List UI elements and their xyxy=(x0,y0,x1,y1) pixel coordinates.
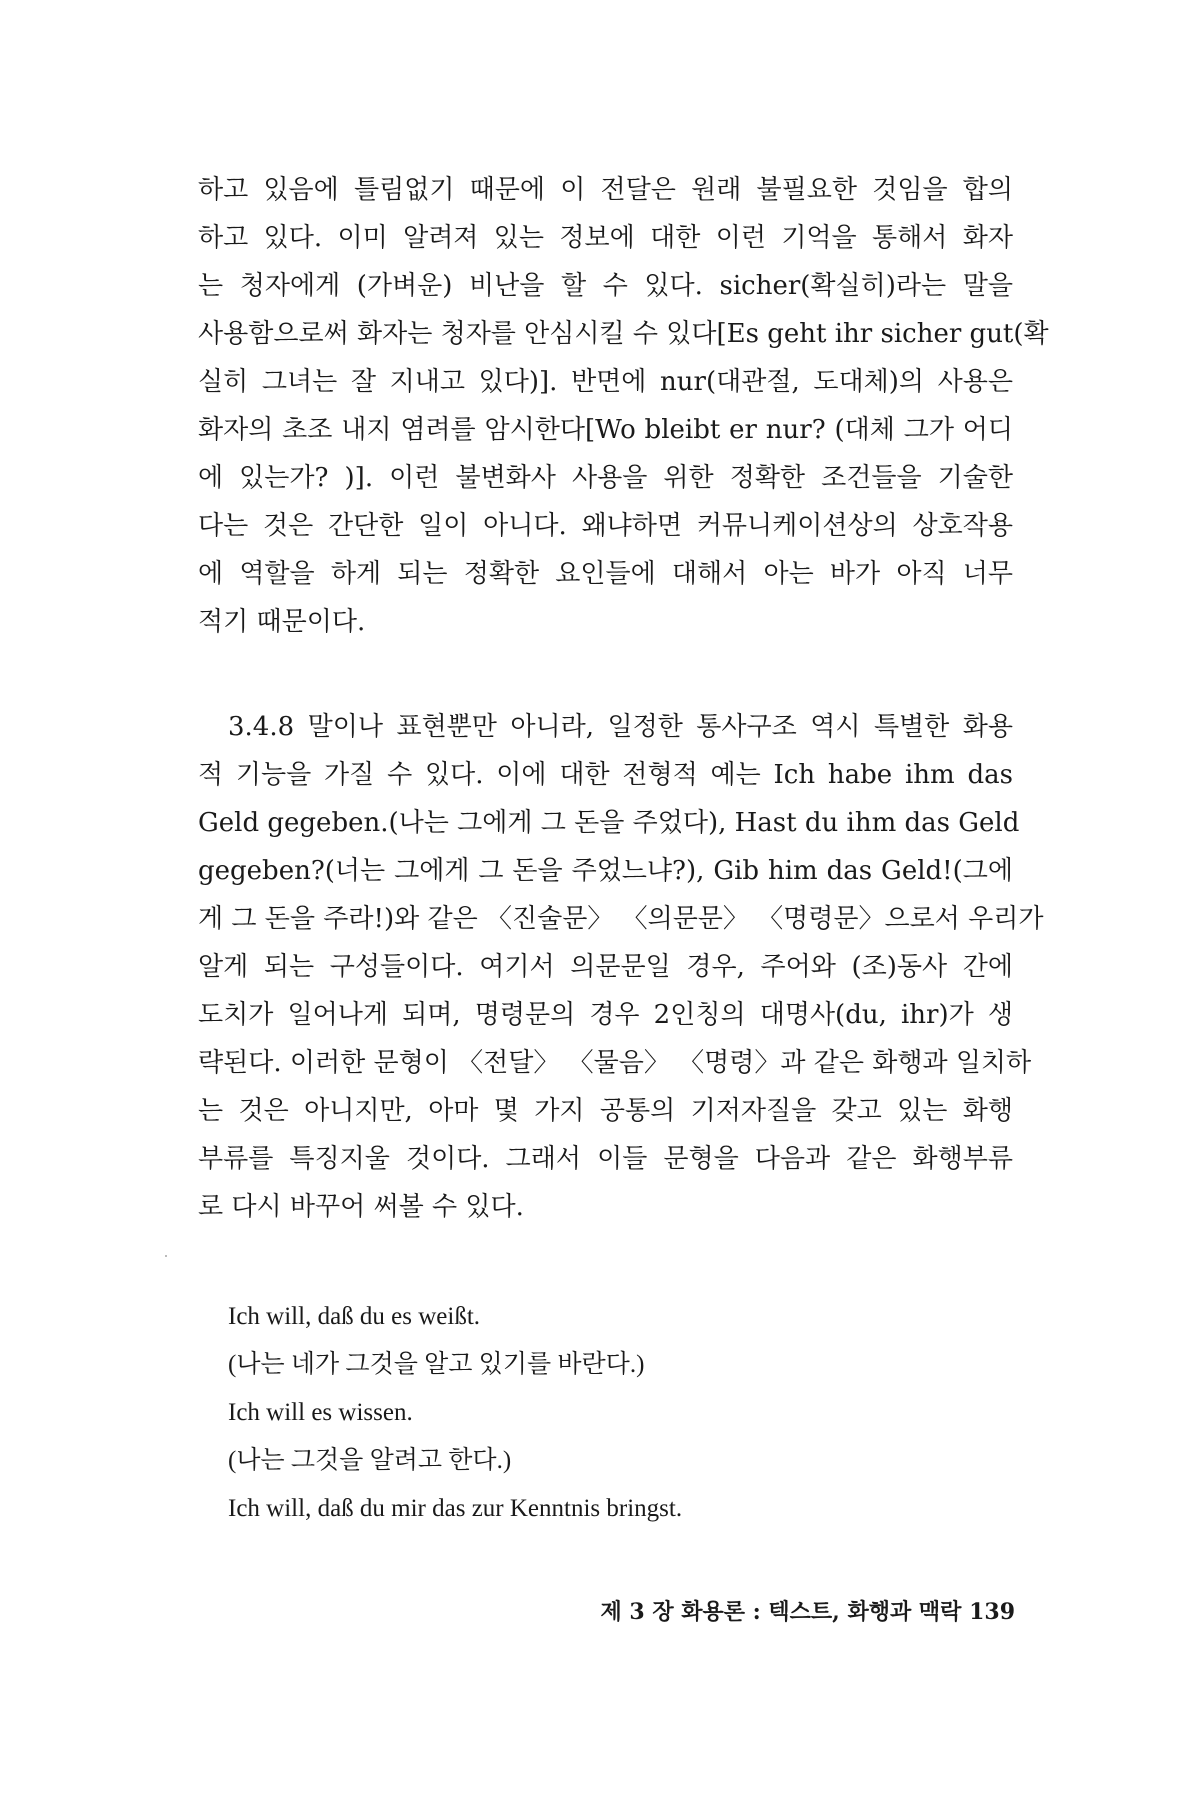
example-translation: (나는 그것을 알려고 한다.) xyxy=(228,1447,512,1474)
body-line-section-start: 3.4.8 말이나 표현뿐만 아니라, 일정한 통사구조 역시 특별한 화용 xyxy=(228,712,1013,742)
example-line: Ich will, daß du es weißt. xyxy=(228,1303,481,1330)
body-line: 게 그 돈을 주라!)와 같은 〈진술문〉 〈의문문〉 〈명령문〉으로서 우리가 xyxy=(198,904,1044,934)
body-line: 는 청자에게 (가벼운) 비난을 할 수 있다. sicher(확실히)라는 말을 xyxy=(198,271,1013,301)
example-sentences xyxy=(228,1293,1008,1533)
scan-speck xyxy=(165,1255,167,1257)
body-line: 사용함으로써 화자는 청자를 안심시킬 수 있다[Es geht ihr sicher gut(확 xyxy=(198,319,1049,349)
body-line: 하고 있다. 이미 알려져 있는 정보에 대한 이런 기억을 통해서 화자 xyxy=(198,223,1013,253)
running-footer: 제 3 장 화용론 : 텍스트, 화행과 맥락 139 xyxy=(600,1599,1015,1625)
body-line: Geld gegeben.(나는 그에게 그 돈을 주었다), Hast du ihm das Geld xyxy=(198,808,1020,838)
body-line: 적기 때문이다. xyxy=(198,607,366,637)
body-line: 로 다시 바꾸어 써볼 수 있다. xyxy=(198,1192,524,1222)
body-line: gegeben?(너는 그에게 그 돈을 주었느냐?), Gib him das Geld!(그에 xyxy=(198,856,1013,886)
body-line: 실히 그녀는 잘 지내고 있다)]. 반면에 nur(대관절, 도대체)의 사용은 xyxy=(198,367,1013,397)
body-line: 화자의 초조 내지 염려를 암시한다[Wo bleibt er nur? (대체 그가 어디 xyxy=(198,415,1013,445)
body-line: 다는 것은 간단한 일이 아니다. 왜냐하면 커뮤니케이션상의 상호작용 xyxy=(198,511,1013,541)
body-line: 하고 있음에 틀림없기 때문에 이 전달은 원래 불필요한 것임을 합의 xyxy=(198,175,1013,205)
paragraph-section-3-4-8 xyxy=(198,703,1044,1231)
body-line: 부류를 특징지울 것이다. 그래서 이들 문형을 다음과 같은 화행부류 xyxy=(198,1144,1013,1174)
example-line: Ich will, daß du mir das zur Kenntnis bringst. xyxy=(228,1495,683,1522)
body-line: 적 기능을 가질 수 있다. 이에 대한 전형적 예는 Ich habe ihm das xyxy=(198,760,1013,790)
body-line: 에 역할을 하게 되는 정확한 요인들에 대해서 아는 바가 아직 너무 xyxy=(198,559,1013,589)
body-line: 알게 되는 구성들이다. 여기서 의문문일 경우, 주어와 (조)동사 간에 xyxy=(198,952,1013,982)
example-line: Ich will es wissen. xyxy=(228,1399,413,1426)
body-line: 에 있는가? )]. 이런 불변화사 사용을 위한 정확한 조건들을 기술한 xyxy=(198,463,1013,493)
paragraph-particles xyxy=(198,166,1049,646)
example-translation: (나는 네가 그것을 알고 있기를 바란다.) xyxy=(228,1351,645,1378)
body-line: 도치가 일어나게 되며, 명령문의 경우 2인칭의 대명사(du, ihr)가 생 xyxy=(198,1000,1013,1030)
body-line: 략된다. 이러한 문형이 〈전달〉 〈물음〉 〈명령〉과 같은 화행과 일치하 xyxy=(198,1048,1032,1078)
body-line: 는 것은 아니지만, 아마 몇 가지 공통의 기저자질을 갖고 있는 화행 xyxy=(198,1096,1013,1126)
